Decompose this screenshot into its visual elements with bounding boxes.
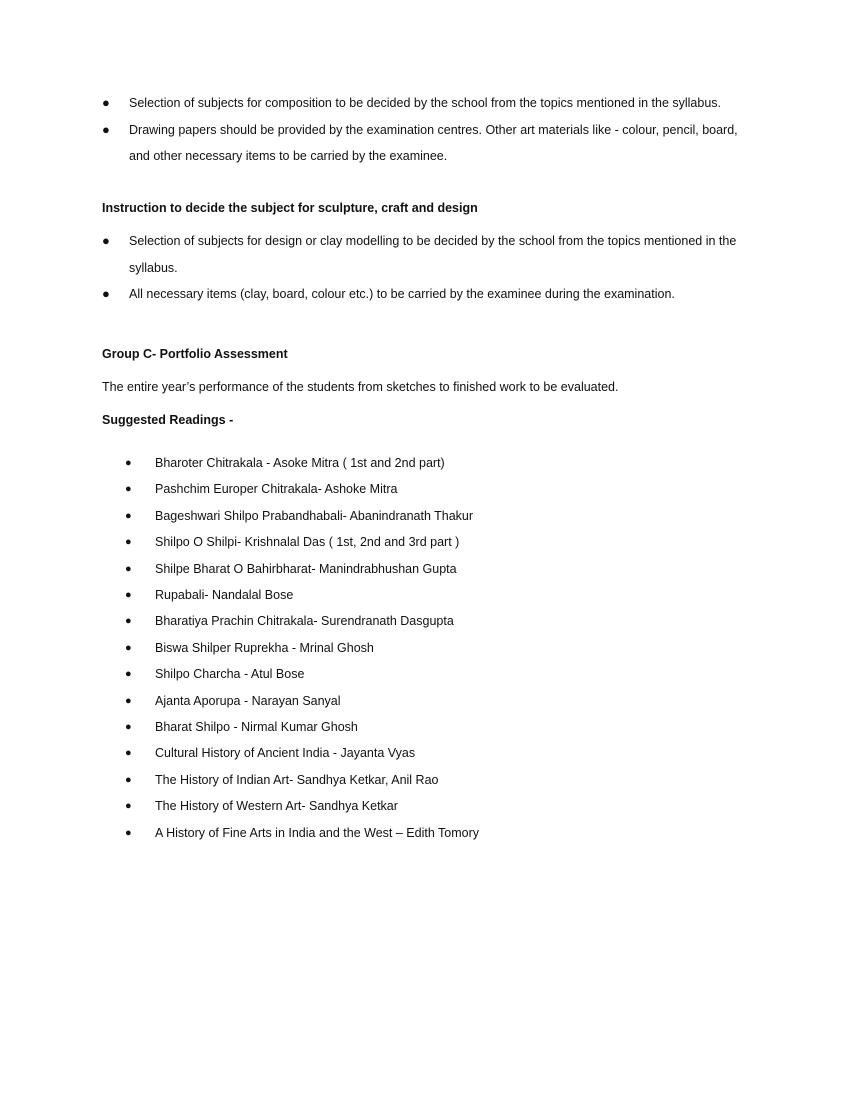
bullet-icon: ● bbox=[125, 536, 132, 549]
group-c-heading: Group C- Portfolio Assessment bbox=[102, 347, 288, 361]
reading-item bbox=[125, 503, 479, 529]
bullet-icon: ● bbox=[102, 286, 110, 301]
bullet-icon: ● bbox=[125, 800, 132, 813]
reading-item bbox=[125, 740, 479, 766]
sculpture-instructions-list bbox=[102, 228, 752, 308]
bullet-icon: ● bbox=[125, 721, 132, 734]
bullet-icon: ● bbox=[125, 641, 132, 654]
bullet-icon: ● bbox=[125, 747, 132, 760]
reading-item bbox=[125, 529, 479, 555]
bullet-icon: ● bbox=[102, 95, 110, 110]
reading-item bbox=[125, 688, 479, 714]
group-c-text: The entire year’s performance of the students from sketches to finished work to be evaluated. bbox=[102, 380, 619, 394]
reading-item bbox=[125, 556, 479, 582]
reading-title: Bharatiya Prachin Chitrakala- Surendranath Dasgupta bbox=[155, 614, 454, 629]
suggested-readings-list bbox=[125, 450, 479, 846]
reading-item bbox=[125, 793, 479, 819]
reading-item bbox=[125, 582, 479, 608]
bullet-icon: ● bbox=[102, 121, 110, 137]
reading-title: Ajanta Aporupa - Narayan Sanyal bbox=[155, 693, 341, 708]
bullet-icon: ● bbox=[125, 615, 132, 628]
reading-title: The History of Western Art- Sandhya Ketkar bbox=[155, 799, 398, 814]
bullet-icon: ● bbox=[125, 773, 132, 786]
instruction-text: Selection of subjects for design or clay modelling to be decided by the school from the topics mentioned in the syllabus. bbox=[129, 234, 737, 275]
bullet-icon: ● bbox=[125, 457, 132, 469]
reading-title: Pashchim Europer Chitrakala- Ashoke Mitra bbox=[155, 482, 398, 497]
reading-item bbox=[125, 476, 479, 502]
instruction-text: Selection of subjects for composition to be decided by the school from the topics mentioned in the syllabus. bbox=[129, 96, 721, 110]
reading-item bbox=[125, 767, 479, 793]
reading-item bbox=[125, 608, 479, 634]
bullet-icon: ● bbox=[125, 562, 132, 575]
instruction-text: Drawing papers should be provided by the examination centres. Other art materials like - colour, pencil, board, and other necessary items to be carried by the examinee. bbox=[129, 122, 738, 163]
reading-title: Bharat Shilpo - Nirmal Kumar Ghosh bbox=[155, 720, 358, 735]
bullet-icon: ● bbox=[125, 694, 132, 707]
reading-title: Biswa Shilper Ruprekha - Mrinal Ghosh bbox=[155, 640, 374, 655]
readings-heading: Suggested Readings - bbox=[102, 413, 234, 427]
bullet-icon: ● bbox=[125, 668, 132, 681]
list-item bbox=[102, 117, 752, 170]
reading-title: Shilpo Charcha - Atul Bose bbox=[155, 667, 305, 682]
reading-title: Shilpe Bharat O Bahirbharat- Manindrabhushan Gupta bbox=[155, 561, 457, 576]
reading-title: Rupabali- Nandalal Bose bbox=[155, 588, 294, 603]
bullet-icon: ● bbox=[125, 509, 132, 522]
reading-title: Bharoter Chitrakala - Asoke Mitra ( 1st and 2nd part) bbox=[155, 456, 445, 470]
composition-instructions-list bbox=[102, 90, 752, 170]
reading-item bbox=[125, 714, 479, 740]
bullet-icon: ● bbox=[125, 826, 132, 839]
bullet-icon: ● bbox=[125, 483, 132, 496]
reading-title: The History of Indian Art- Sandhya Ketkar, Anil Rao bbox=[155, 772, 439, 787]
reading-title: Bageshwari Shilpo Prabandhabali- Abanindranath Thakur bbox=[155, 508, 474, 523]
bullet-icon: ● bbox=[102, 233, 110, 248]
reading-title: Shilpo O Shilpi- Krishnalal Das ( 1st, 2nd and 3rd part ) bbox=[155, 535, 460, 550]
bullet-icon: ● bbox=[125, 589, 132, 602]
sculpture-heading: Instruction to decide the subject for sculpture, craft and design bbox=[102, 201, 478, 215]
reading-item bbox=[125, 661, 479, 687]
list-item bbox=[102, 90, 752, 117]
reading-item bbox=[125, 820, 479, 846]
reading-title: Cultural History of Ancient India - Jayanta Vyas bbox=[155, 746, 416, 761]
instruction-text: All necessary items (clay, board, colour etc.) to be carried by the examinee during the examination. bbox=[129, 287, 675, 301]
reading-title: A History of Fine Arts in India and the West – Edith Tomory bbox=[155, 825, 479, 840]
reading-item bbox=[125, 450, 479, 476]
reading-item bbox=[125, 635, 479, 661]
list-item bbox=[102, 228, 752, 281]
list-item bbox=[102, 281, 752, 308]
